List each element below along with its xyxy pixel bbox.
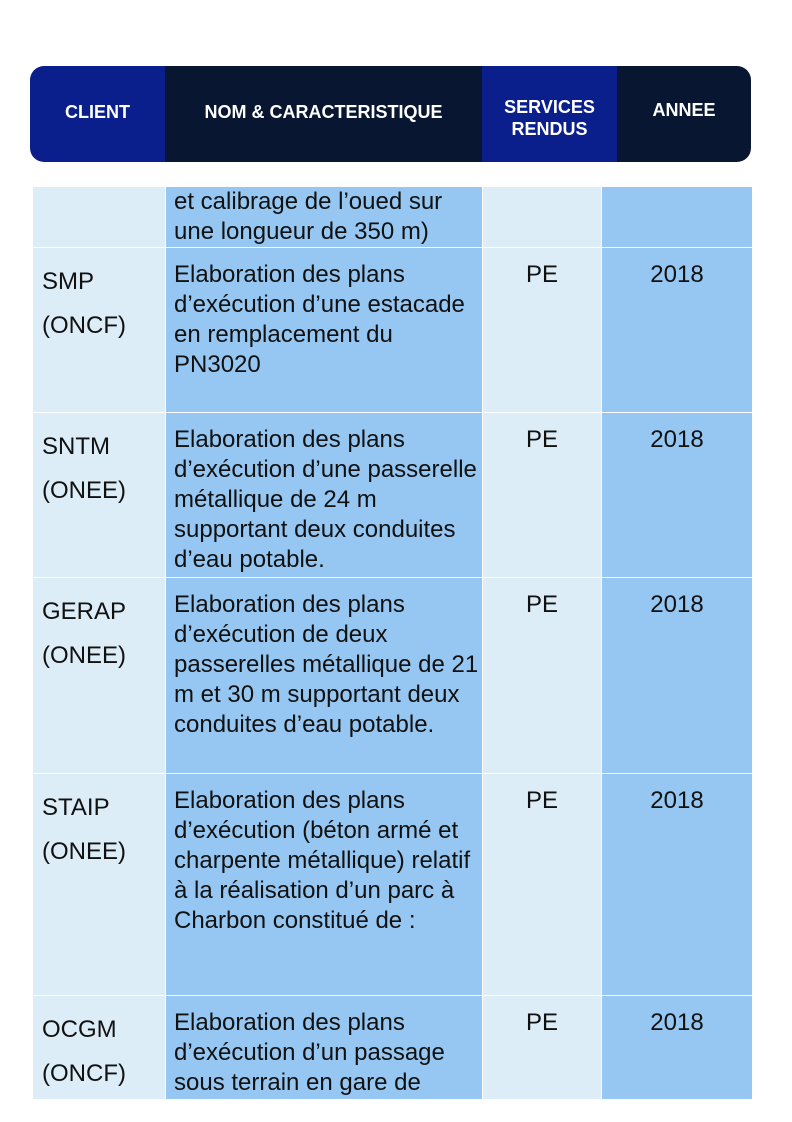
client-name: GERAP <box>42 598 127 625</box>
client-name: SMP <box>42 268 95 295</box>
header-annee: ANNEE <box>617 66 751 162</box>
client-org: (ONCF) <box>42 312 126 339</box>
header-services-line1: SERVICES <box>504 97 595 117</box>
annee-cell: 2018 <box>602 578 753 774</box>
client-org: (ONEE) <box>42 838 126 865</box>
service-cell <box>483 187 602 248</box>
client-cell <box>33 413 166 578</box>
client-name: SNTM <box>42 433 110 460</box>
table-row <box>33 996 753 1100</box>
client-cell <box>33 996 166 1100</box>
client-cell <box>33 578 166 774</box>
header-services-rendus <box>482 66 617 162</box>
description-cell: Elaboration des plans d’exécution d’un passage sous terrain en gare de <box>166 996 483 1100</box>
description-cell: Elaboration des plans d’exécution d’une estacade en remplacement du PN3020 <box>166 248 483 413</box>
table-row <box>33 578 753 774</box>
annee-cell <box>602 187 753 248</box>
description-cell: Elaboration des plans d’exécution (béton armé et charpente métallique) relatif à la réalisation d’un parc à Charbon constitué de : <box>166 774 483 996</box>
description-cell: Elaboration des plans d’exécution de deux passerelles métallique de 21 m et 30 m supportant deux conduites d’eau potable. <box>166 578 483 774</box>
client-org: (ONEE) <box>42 642 126 669</box>
client-name: OCGM <box>42 1016 117 1043</box>
table-row <box>33 248 753 413</box>
annee-cell: 2018 <box>602 248 753 413</box>
table-row <box>33 187 753 248</box>
header-services-line2: RENDUS <box>511 119 588 139</box>
client-cell <box>33 248 166 413</box>
client-cell <box>33 774 166 996</box>
service-cell: PE <box>483 774 602 996</box>
client-org: (ONEE) <box>42 477 126 504</box>
service-cell: PE <box>483 996 602 1100</box>
references-table <box>32 186 753 1100</box>
annee-cell: 2018 <box>602 413 753 578</box>
description-cell: Elaboration des plans d’exécution d’une passerelle métallique de 24 m supportant deux conduites d’eau potable. <box>166 413 483 578</box>
table-header <box>30 66 751 162</box>
annee-cell: 2018 <box>602 774 753 996</box>
description-cell: et calibrage de l’oued sur une longueur de 350 m) <box>166 187 483 248</box>
client-cell <box>33 187 166 248</box>
table-row <box>33 774 753 996</box>
annee-cell: 2018 <box>602 996 753 1100</box>
service-cell: PE <box>483 413 602 578</box>
service-cell: PE <box>483 578 602 774</box>
header-nom-caracteristique: NOM & CARACTERISTIQUE <box>165 66 482 162</box>
client-org: (ONCF) <box>42 1060 126 1087</box>
table-row <box>33 413 753 578</box>
service-cell: PE <box>483 248 602 413</box>
client-name: STAIP <box>42 794 110 821</box>
header-client: CLIENT <box>30 66 165 162</box>
